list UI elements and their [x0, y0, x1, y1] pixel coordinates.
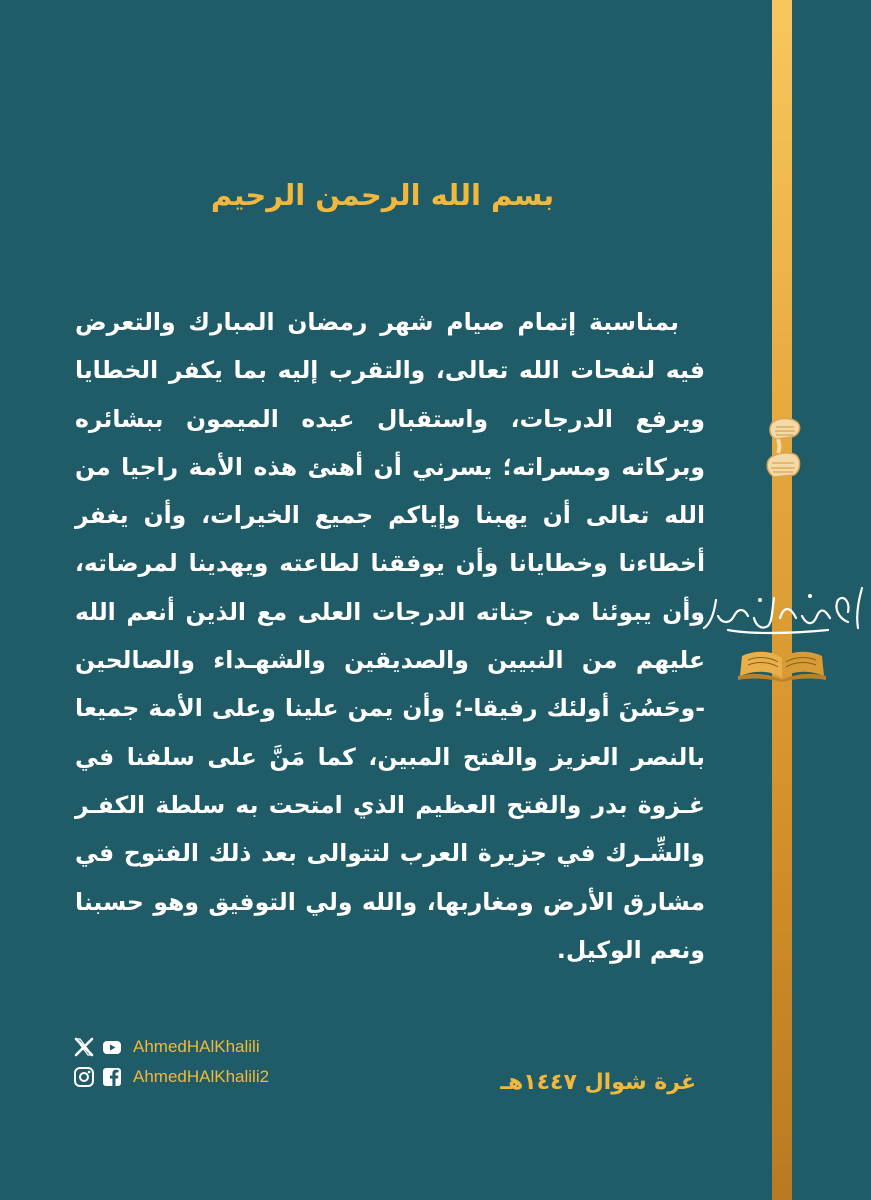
handle-secondary[interactable]: AhmedHAlKhalili2 [133, 1067, 270, 1086]
social-links [73, 1034, 333, 1094]
handle-primary[interactable]: AhmedHAlKhalili [133, 1037, 260, 1056]
hands-icon [758, 415, 808, 495]
youtube-icon[interactable] [101, 1036, 123, 1058]
x-icon[interactable] [73, 1036, 95, 1058]
social-row-primary [73, 1034, 260, 1060]
open-book-icon [736, 646, 828, 682]
signature [698, 578, 868, 636]
facebook-icon[interactable] [101, 1066, 123, 1088]
hijri-date: غرة شوال ١٤٤٧هـ [500, 1070, 696, 1095]
instagram-icon[interactable] [73, 1066, 95, 1088]
social-row-secondary [73, 1064, 269, 1090]
message-paragraph: بمناسبة إتمام صيام شهر رمضان المبارك والتعرض فيه لنفحات الله تعالى، والتقرب إليه بما يكفر الخطايا ويرفع الدرجات، واستقبال عيده الميمون ببشائره وبركاته ومسراته؛ يسرني أن أهنئ هذه الأمة راجيا من الله تعالى أن يهبنا وإياكم جميع الخيرات، وأن يغفر أخطاءنا وخطايانا وأن يوفقنا لطاعته ويهدينا لمرضاته، وأن يبوئنا من جناته الدرجات العلى مع الذين أنعم الله عليهم من النبيين والصديقين والشهـداء والصالحين -وحَسُنَ أولئك رفيقا-؛ وأن يمن علينا وعلى الأمة جميعا بالنصر العزيز والفتح المبين، كما مَنَّ على سلفنا في غـزوة بدر والفتح العظيم الذي امتحت به سلطة الكفـر والشِّـرك في جزيرة العرب لتتوالى بعد ذلك الفتوح في مشارق الأرض ومغاربها، والله ولي التوفيق وهو حسبنا ونعم الوكيل. [75, 308, 705, 964]
message-body [75, 298, 705, 974]
basmala-heading: بسم الله الرحمن الرحيم [210, 178, 555, 212]
